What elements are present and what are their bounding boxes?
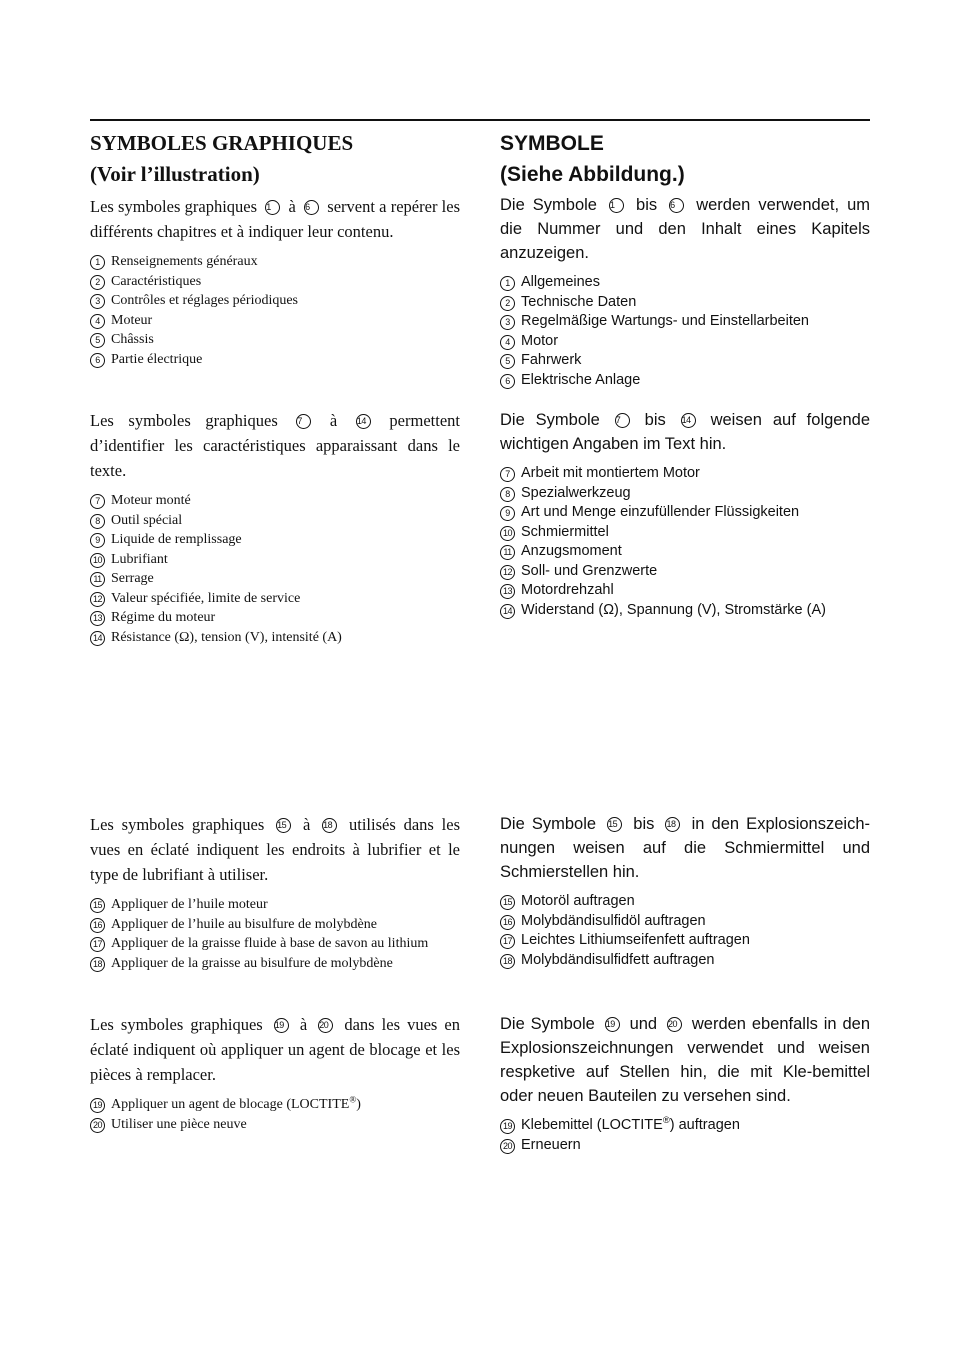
list-item: 15 Motoröl auftragen bbox=[500, 892, 870, 912]
symbol-number: 6 bbox=[304, 200, 319, 215]
list-item: 20 Utiliser une pièce neuve bbox=[90, 1115, 460, 1135]
symbol-number: 3 bbox=[500, 315, 515, 330]
list-item: 14 Résistance (Ω), tension (V), intensité (A) bbox=[90, 628, 460, 648]
fr-intro-3: Les symboles graphiques 15 à 18 utilisés dans les vues en éclaté indiquent les endroits à lubrifier et le type de lubrifiant à utiliser. bbox=[90, 815, 461, 884]
list-item: 19 Appliquer un agent de blocage (LOCTITE®) bbox=[90, 1095, 460, 1115]
fr-list-lubricants bbox=[90, 895, 460, 973]
symbol-number: 19 bbox=[90, 1098, 105, 1113]
symbol-number: 8 bbox=[500, 487, 515, 502]
symbol-number: 16 bbox=[500, 915, 515, 930]
list-item: 13 Motordrehzahl bbox=[500, 581, 870, 601]
symbol-number: 18 bbox=[665, 817, 680, 832]
symbol-number: 16 bbox=[90, 918, 105, 933]
de-section-features bbox=[500, 408, 870, 620]
symbol-number: 19 bbox=[274, 1018, 289, 1033]
symbol-number: 5 bbox=[90, 333, 105, 348]
list-item: 18 Appliquer de la graisse au bisulfure de molybdène bbox=[90, 954, 460, 974]
list-item: 10 Schmiermittel bbox=[500, 523, 870, 543]
symbol-number: 2 bbox=[90, 275, 105, 290]
symbol-number: 4 bbox=[500, 335, 515, 350]
de-intro-2: Die Symbole 7 bis 14 weisen auf folgende wichtigen Angaben im Text hin. bbox=[500, 411, 870, 453]
symbol-number: 14 bbox=[90, 631, 105, 646]
symbol-number: 4 bbox=[90, 314, 105, 329]
de-intro-3: Die Symbole 15 bis 18 in den Explosionszeich-nungen weisen auf die Schmiermittel und Schmierstellen hin. bbox=[500, 815, 870, 881]
symbol-number: 6 bbox=[669, 198, 684, 213]
list-item: 17 Leichtes Lithiumseifenfett auftragen bbox=[500, 931, 870, 951]
symbol-number: 13 bbox=[90, 611, 105, 626]
symbol-number: 18 bbox=[500, 954, 515, 969]
fr-title-line2: (Voir l’illustration) bbox=[90, 162, 260, 186]
list-item: 16 Molybdändisulfidöl auftragen bbox=[500, 912, 870, 932]
symbol-number: 1 bbox=[500, 276, 515, 291]
symbol-number: 15 bbox=[276, 818, 291, 833]
symbol-number: 12 bbox=[500, 565, 515, 580]
symbol-number: 19 bbox=[500, 1119, 515, 1134]
symbol-number: 11 bbox=[500, 545, 515, 560]
symbol-number: 7 bbox=[615, 413, 630, 428]
symbol-number: 14 bbox=[500, 604, 515, 619]
list-item: 13 Régime du moteur bbox=[90, 608, 460, 628]
fr-section-chapters bbox=[90, 128, 460, 369]
symbol-number: 17 bbox=[500, 934, 515, 949]
fr-list-chapters bbox=[90, 252, 460, 369]
symbol-number: 18 bbox=[322, 818, 337, 833]
symbol-number: 20 bbox=[318, 1018, 333, 1033]
de-section-chapters bbox=[500, 128, 870, 390]
list-item: 12 Valeur spécifiée, limite de service bbox=[90, 589, 460, 609]
de-list-locking bbox=[500, 1116, 870, 1155]
list-item: 7 Arbeit mit montiertem Motor bbox=[500, 464, 870, 484]
fr-title bbox=[90, 128, 460, 190]
list-item: 10 Lubrifiant bbox=[90, 550, 460, 570]
list-item: 17 Appliquer de la graisse fluide à base de savon au lithium bbox=[90, 934, 460, 954]
list-item: 3 Contrôles et réglages périodiques bbox=[90, 291, 460, 311]
list-item: 4 Moteur bbox=[90, 311, 460, 331]
symbol-number: 20 bbox=[90, 1118, 105, 1133]
list-item: 14 Widerstand (Ω), Spannung (V), Stromstärke (A) bbox=[500, 601, 870, 621]
symbol-number: 7 bbox=[296, 414, 311, 429]
list-item: 16 Appliquer de l’huile au bisulfure de molybdène bbox=[90, 915, 460, 935]
list-item: 8 Spezialwerkzeug bbox=[500, 484, 870, 504]
symbol-number: 5 bbox=[500, 354, 515, 369]
symbol-number: 7 bbox=[500, 467, 515, 482]
list-item: 5 Châssis bbox=[90, 330, 460, 350]
symbol-number: 1 bbox=[90, 255, 105, 270]
symbol-number: 10 bbox=[90, 553, 105, 568]
symbol-number: 14 bbox=[681, 413, 696, 428]
list-item: 2 Technische Daten bbox=[500, 293, 870, 313]
list-item: 15 Appliquer de l’huile moteur bbox=[90, 895, 460, 915]
de-list-features bbox=[500, 464, 870, 620]
list-item: 12 Soll- und Grenzwerte bbox=[500, 562, 870, 582]
fr-list-locking bbox=[90, 1095, 460, 1134]
symbol-number: 20 bbox=[500, 1139, 515, 1154]
de-section-lubricants bbox=[500, 812, 870, 970]
symbol-number: 10 bbox=[500, 526, 515, 541]
de-list-lubricants bbox=[500, 892, 870, 970]
de-title-line2: (Siehe Abbildung.) bbox=[500, 163, 685, 186]
symbol-number: 1 bbox=[609, 198, 624, 213]
de-section-locking bbox=[500, 1012, 870, 1155]
de-intro-1: Die Symbole 1 bis 6 werden verwendet, um die Nummer und den Inhalt eines Kapitels anzuzeigen. bbox=[500, 196, 870, 262]
list-item: 7 Moteur monté bbox=[90, 491, 460, 511]
symbol-number: 6 bbox=[500, 374, 515, 389]
list-item: 9 Art und Menge einzufüllender Flüssigkeiten bbox=[500, 503, 870, 523]
symbol-number: 17 bbox=[90, 937, 105, 952]
symbol-number: 9 bbox=[90, 533, 105, 548]
fr-intro-1: Les symboles graphiques 1 à 6 servent a repérer les différents chapitres et à indiquer leur contenu. bbox=[90, 197, 460, 241]
symbol-number: 13 bbox=[500, 584, 515, 599]
fr-intro-2: Les symboles graphiques 7 à 14 permettent d’identifier les caractéristiques apparaissant dans le texte. bbox=[90, 411, 460, 480]
symbol-number: 6 bbox=[90, 353, 105, 368]
list-item: 20 Erneuern bbox=[500, 1136, 870, 1156]
list-item: 2 Caractéristiques bbox=[90, 272, 460, 292]
fr-title-line1: SYMBOLES GRAPHIQUES bbox=[90, 131, 354, 155]
list-item: 9 Liquide de remplissage bbox=[90, 530, 460, 550]
symbol-number: 19 bbox=[605, 1017, 620, 1032]
list-item: 4 Motor bbox=[500, 332, 870, 352]
list-item: 18 Molybdändisulfidfett auftragen bbox=[500, 951, 870, 971]
symbol-number: 11 bbox=[90, 572, 105, 587]
list-item: 8 Outil spécial bbox=[90, 511, 460, 531]
symbol-number: 20 bbox=[667, 1017, 682, 1032]
symbol-number: 18 bbox=[90, 957, 105, 972]
symbol-number: 2 bbox=[500, 296, 515, 311]
list-item: 11 Anzugsmoment bbox=[500, 542, 870, 562]
list-item: 5 Fahrwerk bbox=[500, 351, 870, 371]
de-title bbox=[500, 128, 870, 190]
symbol-number: 1 bbox=[265, 200, 280, 215]
list-item: 1 Allgemeines bbox=[500, 273, 870, 293]
de-title-line1: SYMBOLE bbox=[500, 132, 604, 155]
symbol-number: 15 bbox=[500, 895, 515, 910]
list-item: 11 Serrage bbox=[90, 569, 460, 589]
top-rule bbox=[90, 119, 870, 121]
fr-section-features bbox=[90, 408, 460, 647]
de-intro-4: Die Symbole 19 und 20 werden ebenfalls in den Explosionszeichnungen verwendet und weisen respketive auf Stellen hin, die mit Kle-bemittel oder neuen Bauteilen zu versehen sind. bbox=[500, 1015, 871, 1105]
symbol-number: 8 bbox=[90, 514, 105, 529]
symbol-number: 7 bbox=[90, 494, 105, 509]
symbol-number: 15 bbox=[607, 817, 622, 832]
fr-list-features bbox=[90, 491, 460, 647]
list-item: 19 Klebemittel (LOCTITE®) auftragen bbox=[500, 1116, 870, 1136]
symbol-number: 9 bbox=[500, 506, 515, 521]
de-list-chapters bbox=[500, 273, 870, 390]
symbol-number: 14 bbox=[356, 414, 371, 429]
symbol-number: 12 bbox=[90, 592, 105, 607]
fr-section-lubricants bbox=[90, 812, 460, 973]
list-item: 3 Regelmäßige Wartungs- und Einstellarbeiten bbox=[500, 312, 870, 332]
list-item: 1 Renseignements généraux bbox=[90, 252, 460, 272]
symbol-number: 3 bbox=[90, 294, 105, 309]
list-item: 6 Elektrische Anlage bbox=[500, 371, 870, 391]
fr-intro-4: Les symboles graphiques 19 à 20 dans les vues en éclaté indiquent où appliquer un agent de blocage et les pièces à remplacer. bbox=[90, 1015, 460, 1084]
list-item: 6 Partie électrique bbox=[90, 350, 460, 370]
fr-section-locking bbox=[90, 1012, 460, 1134]
symbol-number: 15 bbox=[90, 898, 105, 913]
